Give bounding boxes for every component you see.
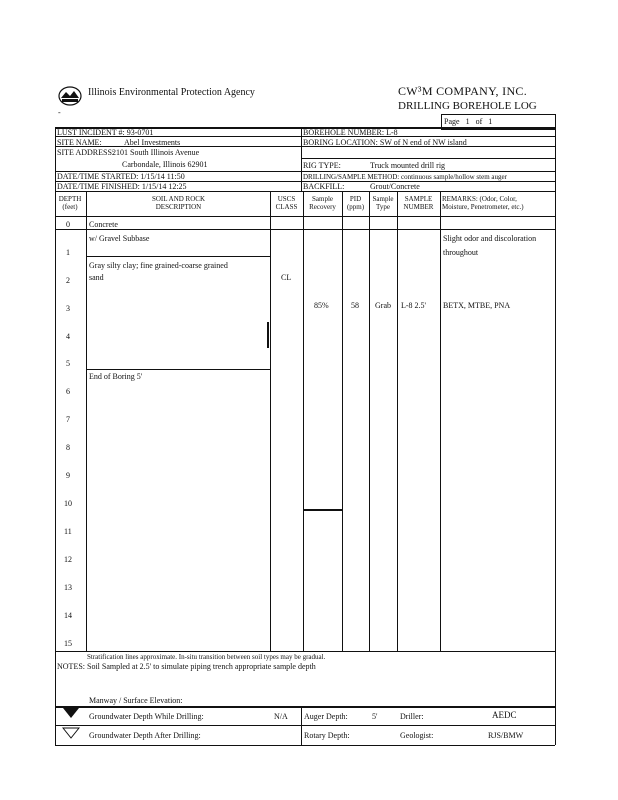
sample-number: L-8 2.5' <box>401 301 426 310</box>
borehole-number: BOREHOLE NUMBER: L-8 <box>303 128 398 137</box>
rig-type-label: RIG TYPE: <box>303 161 341 170</box>
auger-label: Auger Depth: <box>304 712 348 721</box>
col-uscs: USCS CLASS <box>275 195 298 211</box>
depth-label: 3 <box>66 304 70 313</box>
col-sample-type: Sample Type <box>372 195 394 211</box>
sample-interval-mark <box>267 322 269 348</box>
lust-incident: LUST INCIDENT #: 93-0701 <box>57 128 154 137</box>
col-pid: PID (ppm) <box>346 195 365 211</box>
stratum-line <box>86 369 270 370</box>
depth-label: 6 <box>66 387 70 396</box>
stratum-line <box>86 256 270 257</box>
depth-label: 8 <box>66 443 70 452</box>
stratification-note: Stratification lines approximate. In-situ transition between soil types may be gradual. <box>87 653 326 661</box>
geologist-label: Geologist: <box>400 731 434 740</box>
frame-bottom <box>55 745 555 746</box>
rig-type: Truck mounted drill rig <box>370 161 446 170</box>
auger-value: 5' <box>372 712 378 721</box>
recovery-mark <box>303 509 342 511</box>
agency-name: Illinois Environmental Protection Agency <box>88 87 255 98</box>
iepa-seal-icon <box>58 86 82 106</box>
notes: NOTES: Soil Sampled at 2.5' to simulate piping trench appropriate sample depth <box>57 662 316 671</box>
col-depth: DEPTH (feet) <box>58 195 82 211</box>
depth-label: 15 <box>64 639 72 648</box>
page-of: of <box>475 117 483 126</box>
depth-label: 2 <box>66 276 70 285</box>
depth-label: 11 <box>64 527 72 536</box>
gw-while-label: Groundwater Depth While Drilling: <box>89 712 204 721</box>
depth-label: 13 <box>64 583 72 592</box>
gw-while-value: N/A <box>274 712 288 721</box>
col-soil: SOIL AND ROCK DESCRIPTION <box>151 195 206 211</box>
rotary-label: Rotary Depth: <box>304 731 350 740</box>
boring-location: BORING LOCATION: SW of N end of NW island <box>303 138 467 147</box>
geologist-value: RJS/BMW <box>488 731 524 740</box>
manway-elevation: Manway / Surface Elevation: <box>89 696 183 705</box>
date-started: DATE/TIME STARTED: 1/15/14 11:50 <box>57 172 185 181</box>
page-label <box>444 117 492 126</box>
sample-pid: 58 <box>351 301 359 310</box>
groundwater-after-drilling-icon <box>62 727 80 739</box>
backfill: Grout/Concrete <box>370 182 420 191</box>
driller-value: AEDC <box>492 710 517 720</box>
stratum-clay-line2: sand <box>89 273 104 282</box>
driller-label: Driller: <box>400 712 424 721</box>
company-name: CW³M COMPANY, INC. <box>398 84 528 98</box>
drilling-method: DRILLING/SAMPLE METHOD: continuous sample/hollow stem auger <box>303 173 507 181</box>
depth-label: 1 <box>66 248 70 257</box>
depth-label: 9 <box>66 471 70 480</box>
corner-mark: - <box>58 108 61 117</box>
page-total: 1 <box>488 117 493 126</box>
depth-label: 5 <box>66 359 70 368</box>
end-of-boring: End of Boring 5' <box>89 372 143 381</box>
address-line1: 2101 South Illinois Avenue <box>112 148 200 157</box>
col-recovery: Sample Recovery <box>309 195 336 211</box>
depth-label: 14 <box>64 611 72 620</box>
page-number: 1 <box>465 117 470 126</box>
site-name-label: SITE NAME: <box>57 138 102 147</box>
sample-type: Grab <box>375 301 391 310</box>
uscs-class: CL <box>281 273 292 282</box>
form-title: DRILLING BOREHOLE LOG <box>398 100 537 112</box>
frame-right <box>555 127 556 745</box>
depth-label: 10 <box>64 499 72 508</box>
gw-after-label: Groundwater Depth After Drilling: <box>89 731 201 740</box>
site-name: Abel Investments <box>124 138 181 147</box>
remarks-line1: Slight odor and discoloration <box>443 234 537 243</box>
page-word: Page <box>444 117 460 126</box>
col-sample-number: SAMPLE NUMBER <box>403 195 434 211</box>
date-finished: DATE/TIME FINISHED: 1/15/14 12:25 <box>57 182 187 191</box>
backfill-label: BACKFILL: <box>303 182 345 191</box>
depth-label: 12 <box>64 555 72 564</box>
address-line2: Carbondale, Illinois 62901 <box>122 160 208 169</box>
groundwater-while-drilling-icon <box>62 707 80 719</box>
depth-label: 4 <box>66 332 70 341</box>
stratum-clay-line1: Gray silty clay; fine grained-coarse grained <box>89 261 228 270</box>
depth-label: 7 <box>66 415 70 424</box>
depth-label: 0 <box>66 220 70 229</box>
frame-left <box>55 127 56 745</box>
site-address-label: SITE ADDRESS: <box>57 148 115 157</box>
remarks-line2: throughout <box>443 248 479 257</box>
col-remarks: REMARKS: (Odor, Color, Moisture, Penetrometer, etc.) <box>442 195 524 211</box>
sample-recovery: 85% <box>314 301 329 310</box>
stratum-gravel: w/ Gravel Subbase <box>89 234 150 243</box>
stratum-concrete: Concrete <box>89 220 118 229</box>
remarks-analysis: BETX, MTBE, PNA <box>443 301 511 310</box>
